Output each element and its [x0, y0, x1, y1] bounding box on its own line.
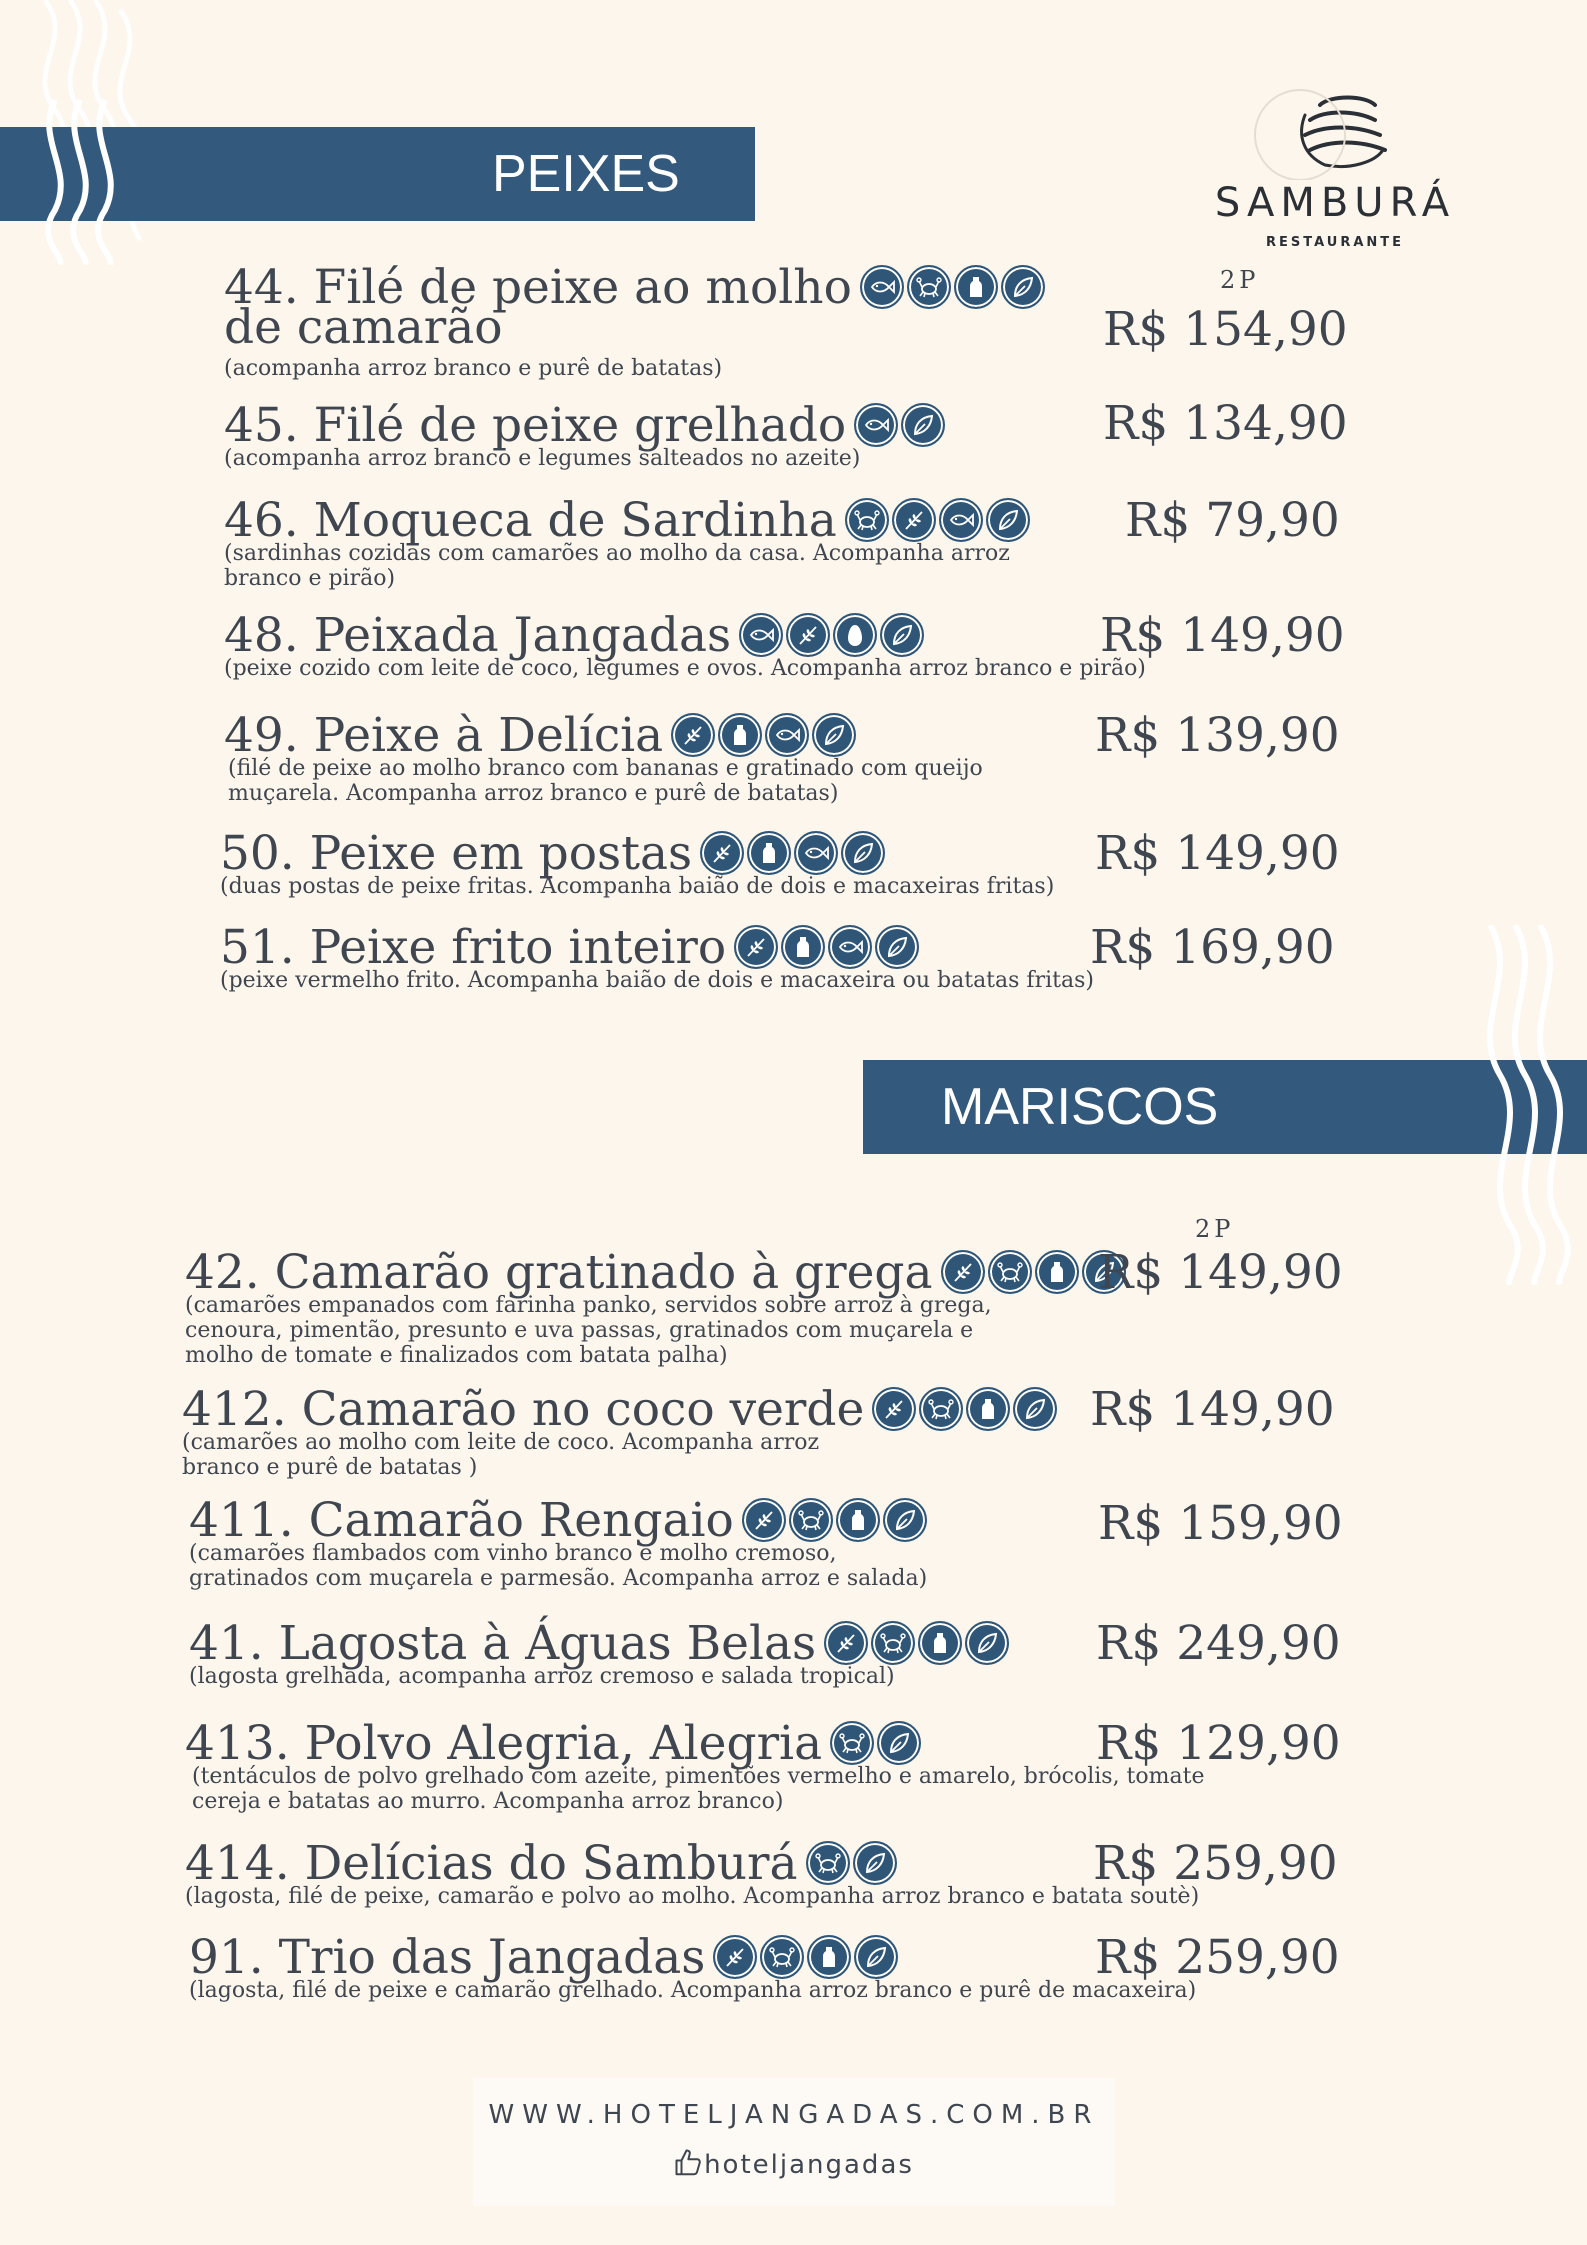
leaf-icon: [986, 498, 1030, 542]
leaf-icon: [841, 831, 885, 875]
menu-item-title: 414. Delícias do Samburá: [185, 1836, 798, 1891]
menu-item-description: (peixe vermelho frito. Acompanha baião de dois e macaxeira ou batatas fritas): [220, 968, 1094, 993]
dietary-icons: [824, 1621, 1009, 1665]
wheat-icon: [941, 1250, 985, 1294]
menu-item-description: (duas postas de peixe fritas. Acompanha baião de dois e macaxeiras fritas): [220, 874, 1055, 899]
dietary-icons: [830, 1721, 921, 1765]
menu-item-description: (camarões ao molho com leite de coco. Acompanha arroz: [182, 1430, 820, 1455]
menu-item-title: 51. Peixe frito inteiro: [220, 920, 727, 975]
dietary-icons: [845, 498, 1030, 542]
fish-icon: [739, 613, 783, 657]
bottle-icon: [836, 1498, 880, 1542]
crab-icon: [845, 498, 889, 542]
fish-icon: [765, 713, 809, 757]
menu-item-title: 48. Peixada Jangadas: [224, 608, 732, 663]
menu-item-description: gratinados com muçarela e parmesão. Acompanha arroz e salada): [189, 1566, 928, 1591]
bottle-icon: [918, 1621, 962, 1665]
menu-item-name: [220, 826, 885, 881]
menu-item-description: molho de tomate e finalizados com batata palha): [185, 1343, 728, 1368]
bottle-icon: [954, 265, 998, 309]
dietary-icons: [700, 831, 885, 875]
dietary-icons: [742, 1498, 927, 1542]
fish-icon: [939, 498, 983, 542]
dietary-icons: [806, 1841, 897, 1885]
bottle-icon: [718, 713, 762, 757]
wheat-icon: [671, 713, 715, 757]
leaf-icon: [883, 1498, 927, 1542]
menu-item-title: 46. Moqueca de Sardinha: [224, 493, 837, 548]
leaf-icon: [853, 1841, 897, 1885]
logo-icon: [1205, 80, 1465, 180]
menu-item-price: R$ 159,90: [1098, 1496, 1343, 1551]
menu-item-name: [224, 398, 945, 453]
logo-name: SAMBURÁ: [1214, 180, 1456, 226]
menu-item-price: R$ 259,90: [1095, 1930, 1340, 1985]
menu-item-name: [220, 920, 919, 975]
menu-item-description: cenoura, pimentão, presunto e uva passas, gratinados com muçarela e: [185, 1318, 974, 1343]
menu-item-description: branco e pirão): [224, 566, 396, 591]
serves-label-mariscos: 2P: [1195, 1215, 1235, 1243]
menu-item-description: (camarões empanados com farinha panko, servidos sobre arroz à grega,: [185, 1293, 992, 1318]
dietary-icons: [734, 925, 919, 969]
menu-item-name: [189, 1493, 927, 1548]
leaf-icon: [965, 1621, 1009, 1665]
menu-item-title: 42. Camarão gratinado à grega: [185, 1245, 933, 1300]
restaurant-logo: [1205, 80, 1465, 260]
wheat-icon: [872, 1387, 916, 1431]
menu-item-price: R$ 149,90: [1095, 826, 1340, 881]
menu-item-price: R$ 259,90: [1093, 1836, 1338, 1891]
dietary-icons: [713, 1935, 898, 1979]
menu-item-title: 50. Peixe em postas: [220, 826, 693, 881]
menu-item-title: 49. Peixe à Delícia: [224, 708, 664, 763]
menu-item-description: (lagosta, filé de peixe, camarão e polvo ao molho. Acompanha arroz branco e batata soutè): [185, 1884, 1200, 1909]
menu-item-price: R$ 129,90: [1096, 1716, 1341, 1771]
wave-decoration-right: [1460, 925, 1587, 1285]
leaf-icon: [1013, 1387, 1057, 1431]
bottle-icon: [781, 925, 825, 969]
dietary-icons: [860, 265, 1045, 309]
wheat-icon: [713, 1935, 757, 1979]
crab-icon: [988, 1250, 1032, 1294]
thumbs-up-icon: [674, 2148, 704, 2178]
menu-item-title: 412. Camarão no coco verde: [182, 1382, 865, 1437]
wheat-icon: [824, 1621, 868, 1665]
fish-icon: [854, 403, 898, 447]
footer: [473, 2078, 1115, 2206]
menu-item-description: (filé de peixe ao molho branco com bananas e gratinado com queijo: [228, 756, 983, 781]
menu-item-name: [189, 1616, 1009, 1671]
menu-item-name: [224, 608, 924, 663]
crab-icon: [760, 1935, 804, 1979]
fish-icon: [794, 831, 838, 875]
crab-icon: [919, 1387, 963, 1431]
menu-item-price: R$ 149,90: [1100, 608, 1345, 663]
wave-decoration-banner-left: [30, 95, 150, 265]
leaf-icon: [812, 713, 856, 757]
egg-icon: [833, 613, 877, 657]
menu-item-title: 411. Camarão Rengaio: [189, 1493, 734, 1548]
menu-item-title: 41. Lagosta à Águas Belas: [189, 1616, 817, 1671]
wheat-icon: [786, 613, 830, 657]
crab-icon: [907, 265, 951, 309]
menu-item-description: branco e purê de batatas ): [182, 1455, 478, 1480]
wheat-icon: [892, 498, 936, 542]
social-handle-text: hoteljangadas: [704, 2150, 914, 2180]
bottle-icon: [1035, 1250, 1079, 1294]
menu-item-description: (peixe cozido com leite de coco, legumes e ovos. Acompanha arroz branco e pirão): [224, 656, 1146, 681]
menu-item-title: 413. Polvo Alegria, Alegria: [185, 1716, 823, 1771]
wheat-icon: [700, 831, 744, 875]
menu-item-description: (lagosta grelhada, acompanha arroz cremoso e salada tropical): [189, 1664, 895, 1689]
leaf-icon: [880, 613, 924, 657]
leaf-icon: [875, 925, 919, 969]
section-title-peixes: PEIXES: [492, 145, 680, 203]
menu-item-description: (acompanha arroz branco e legumes salteados no azeite): [224, 446, 861, 471]
leaf-icon: [854, 1935, 898, 1979]
social-handle[interactable]: [473, 2148, 1115, 2180]
menu-item-name: [185, 1836, 897, 1891]
menu-item-name: [224, 493, 1030, 548]
bottle-icon: [747, 831, 791, 875]
menu-item-description: (camarões flambados com vinho branco e molho cremoso,: [189, 1541, 837, 1566]
crab-icon: [871, 1621, 915, 1665]
menu-item-description: (tentáculos de polvo grelhado com azeite, pimentões vermelho e amarelo, brócolis, tomate: [192, 1764, 1205, 1789]
crab-icon: [806, 1841, 850, 1885]
serves-label-peixes: 2P: [1220, 266, 1260, 294]
menu-item-title: 44. Filé de peixe ao molho: [224, 260, 852, 315]
menu-item-price: R$ 169,90: [1090, 920, 1335, 975]
menu-item-price: R$ 139,90: [1095, 708, 1340, 763]
menu-item-price: R$ 154,90: [1103, 302, 1348, 357]
leaf-icon: [877, 1721, 921, 1765]
leaf-icon: [1001, 265, 1045, 309]
menu-item-description: muçarela. Acompanha arroz branco e purê de batatas): [228, 781, 839, 806]
bottle-icon: [966, 1387, 1010, 1431]
menu-item-price: R$ 149,90: [1090, 1382, 1335, 1437]
menu-item-name: [224, 708, 856, 763]
menu-item-price: R$ 149,90: [1098, 1245, 1343, 1300]
menu-item-price: R$ 249,90: [1096, 1616, 1341, 1671]
logo-subtitle: RESTAURANTE: [1265, 235, 1405, 250]
menu-item-name: [182, 1382, 1057, 1437]
menu-item-description: (lagosta, filé de peixe e camarão grelhado. Acompanha arroz branco e purê de macaxeira): [189, 1978, 1197, 2003]
menu-item-description: (sardinhas cozidas com camarões ao molho da casa. Acompanha arroz: [224, 541, 1010, 566]
menu-item-price: R$ 134,90: [1103, 396, 1348, 451]
menu-item-name: [185, 1716, 921, 1771]
fish-icon: [860, 265, 904, 309]
menu-item-title: 91. Trio das Jangadas: [189, 1930, 706, 1985]
dietary-icons: [854, 403, 945, 447]
menu-item-name-continued: de camarão: [224, 300, 503, 355]
wheat-icon: [742, 1498, 786, 1542]
menu-item-price: R$ 79,90: [1125, 493, 1340, 548]
section-title-mariscos: MARISCOS: [941, 1078, 1219, 1136]
crab-icon: [830, 1721, 874, 1765]
dietary-icons: [739, 613, 924, 657]
dietary-icons: [872, 1387, 1057, 1431]
menu-item-description: (acompanha arroz branco e purê de batatas): [224, 356, 723, 381]
leaf-icon: [901, 403, 945, 447]
crab-icon: [789, 1498, 833, 1542]
menu-item-title: 45. Filé de peixe grelhado: [224, 398, 847, 453]
menu-item-name: [185, 1245, 1126, 1300]
wheat-icon: [734, 925, 778, 969]
dietary-icons: [671, 713, 856, 757]
menu-item-description: cereja e batatas ao murro. Acompanha arroz branco): [192, 1789, 784, 1814]
menu-item-name: [189, 1930, 898, 1985]
fish-icon: [828, 925, 872, 969]
website-link[interactable]: WWW.HOTELJANGADAS.COM.BR: [488, 2100, 1100, 2130]
bottle-icon: [807, 1935, 851, 1979]
